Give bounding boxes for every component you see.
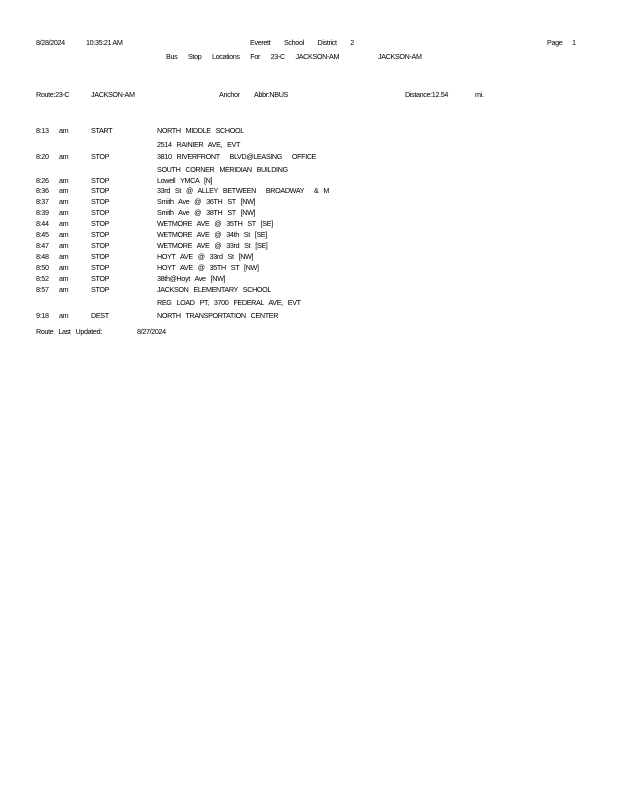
stop-ampm: am (59, 285, 69, 294)
route-name: JACKSON-AM (91, 90, 135, 99)
stop-time: 8:36 (36, 186, 49, 195)
stop-type: STOP (91, 197, 110, 206)
stop-description: 33rd St @ ALLEY BETWEEN BROADWAY & M (157, 186, 329, 195)
stop-description: HOYT AVE @ 33rd St [NW] (157, 252, 254, 261)
stop-time: 8:57 (36, 285, 49, 294)
stop-description: 38th@Hoyt Ave [NW] (157, 274, 226, 283)
stop-description: Lowell YMCA [N] (157, 176, 213, 185)
report-subtitle: Bus Stop Locations For 23-C JACKSON-AM (166, 52, 340, 61)
stop-ampm: am (59, 263, 69, 272)
stop-ampm: am (59, 241, 69, 250)
stop-description: JACKSON ELEMENTARY SCHOOL (157, 285, 272, 294)
stop-type: STOP (91, 176, 110, 185)
stop-description: NORTH TRANSPORTATION CENTER (157, 311, 279, 320)
stop-description-line2: 2514 RAINIER AVE, EVT (157, 140, 241, 149)
stop-time: 8:37 (36, 197, 49, 206)
stop-time: 8:47 (36, 241, 49, 250)
stop-ampm: am (59, 197, 69, 206)
stop-time: 8:48 (36, 252, 49, 261)
last-updated-label: Route Last Updated: (36, 327, 102, 336)
stop-ampm: am (59, 186, 69, 195)
stop-ampm: am (59, 230, 69, 239)
stop-ampm: am (59, 208, 69, 217)
stop-type: STOP (91, 208, 110, 217)
stop-type: STOP (91, 274, 110, 283)
stop-type: STOP (91, 263, 110, 272)
stop-type: STOP (91, 241, 110, 250)
stop-time: 8:50 (36, 263, 49, 272)
stop-description: Smith Ave @ 36TH ST [NW] (157, 197, 256, 206)
stop-description: WETMORE AVE @ 35TH ST [SE] (157, 219, 273, 228)
stop-ampm: am (59, 311, 69, 320)
report-date: 8/28/2024 (36, 38, 65, 47)
stop-type: STOP (91, 230, 110, 239)
stop-type: STOP (91, 219, 110, 228)
stop-ampm: am (59, 176, 69, 185)
stop-ampm: am (59, 126, 69, 135)
stop-description-line2: REG LOAD PT, 3700 FEDERAL AVE, EVT (157, 298, 301, 307)
stop-time: 8:26 (36, 176, 49, 185)
stop-description: WETMORE AVE @ 33rd St [SE] (157, 241, 268, 250)
stop-time: 8:45 (36, 230, 49, 239)
stop-description: NORTH MIDDLE SCHOOL (157, 126, 244, 135)
stop-time: 8:44 (36, 219, 49, 228)
stop-ampm: am (59, 219, 69, 228)
stop-time: 8:52 (36, 274, 49, 283)
stop-ampm: am (59, 274, 69, 283)
stop-time: 9:18 (36, 311, 49, 320)
stop-time: 8:39 (36, 208, 49, 217)
anchor-abbr: Abbr:NBUS (254, 90, 288, 99)
district-name: Everett School District 2 (250, 38, 354, 47)
anchor-label: Anchor (219, 90, 240, 99)
stop-type: START (91, 126, 113, 135)
stop-ampm: am (59, 152, 69, 161)
stop-description: Smith Ave @ 38TH ST [NW] (157, 208, 256, 217)
stop-type: STOP (91, 152, 110, 161)
stop-type: STOP (91, 252, 110, 261)
report-time: 10:35:21 AM (86, 38, 123, 47)
stop-time: 8:13 (36, 126, 49, 135)
stop-type: STOP (91, 285, 110, 294)
route-id: Route:23-C (36, 90, 70, 99)
distance-unit: mi. (475, 90, 484, 99)
stop-description: HOYT AVE @ 35TH ST [NW] (157, 263, 259, 272)
stop-type: DEST (91, 311, 109, 320)
stop-description-line2: SOUTH CORNER MERIDIAN BUILDING (157, 165, 288, 174)
last-updated-date: 8/27/2024 (137, 327, 166, 336)
report-subtitle-route: JACKSON-AM (378, 52, 422, 61)
stop-ampm: am (59, 252, 69, 261)
page-number: Page 1 (547, 38, 576, 47)
stop-type: STOP (91, 186, 110, 195)
stop-description: WETMORE AVE @ 34th St [SE] (157, 230, 267, 239)
stop-time: 8:20 (36, 152, 49, 161)
stop-description: 3810 RIVERFRONT BLVD@LEASING OFFICE (157, 152, 317, 161)
route-distance: Distance:12.54 (405, 90, 449, 99)
